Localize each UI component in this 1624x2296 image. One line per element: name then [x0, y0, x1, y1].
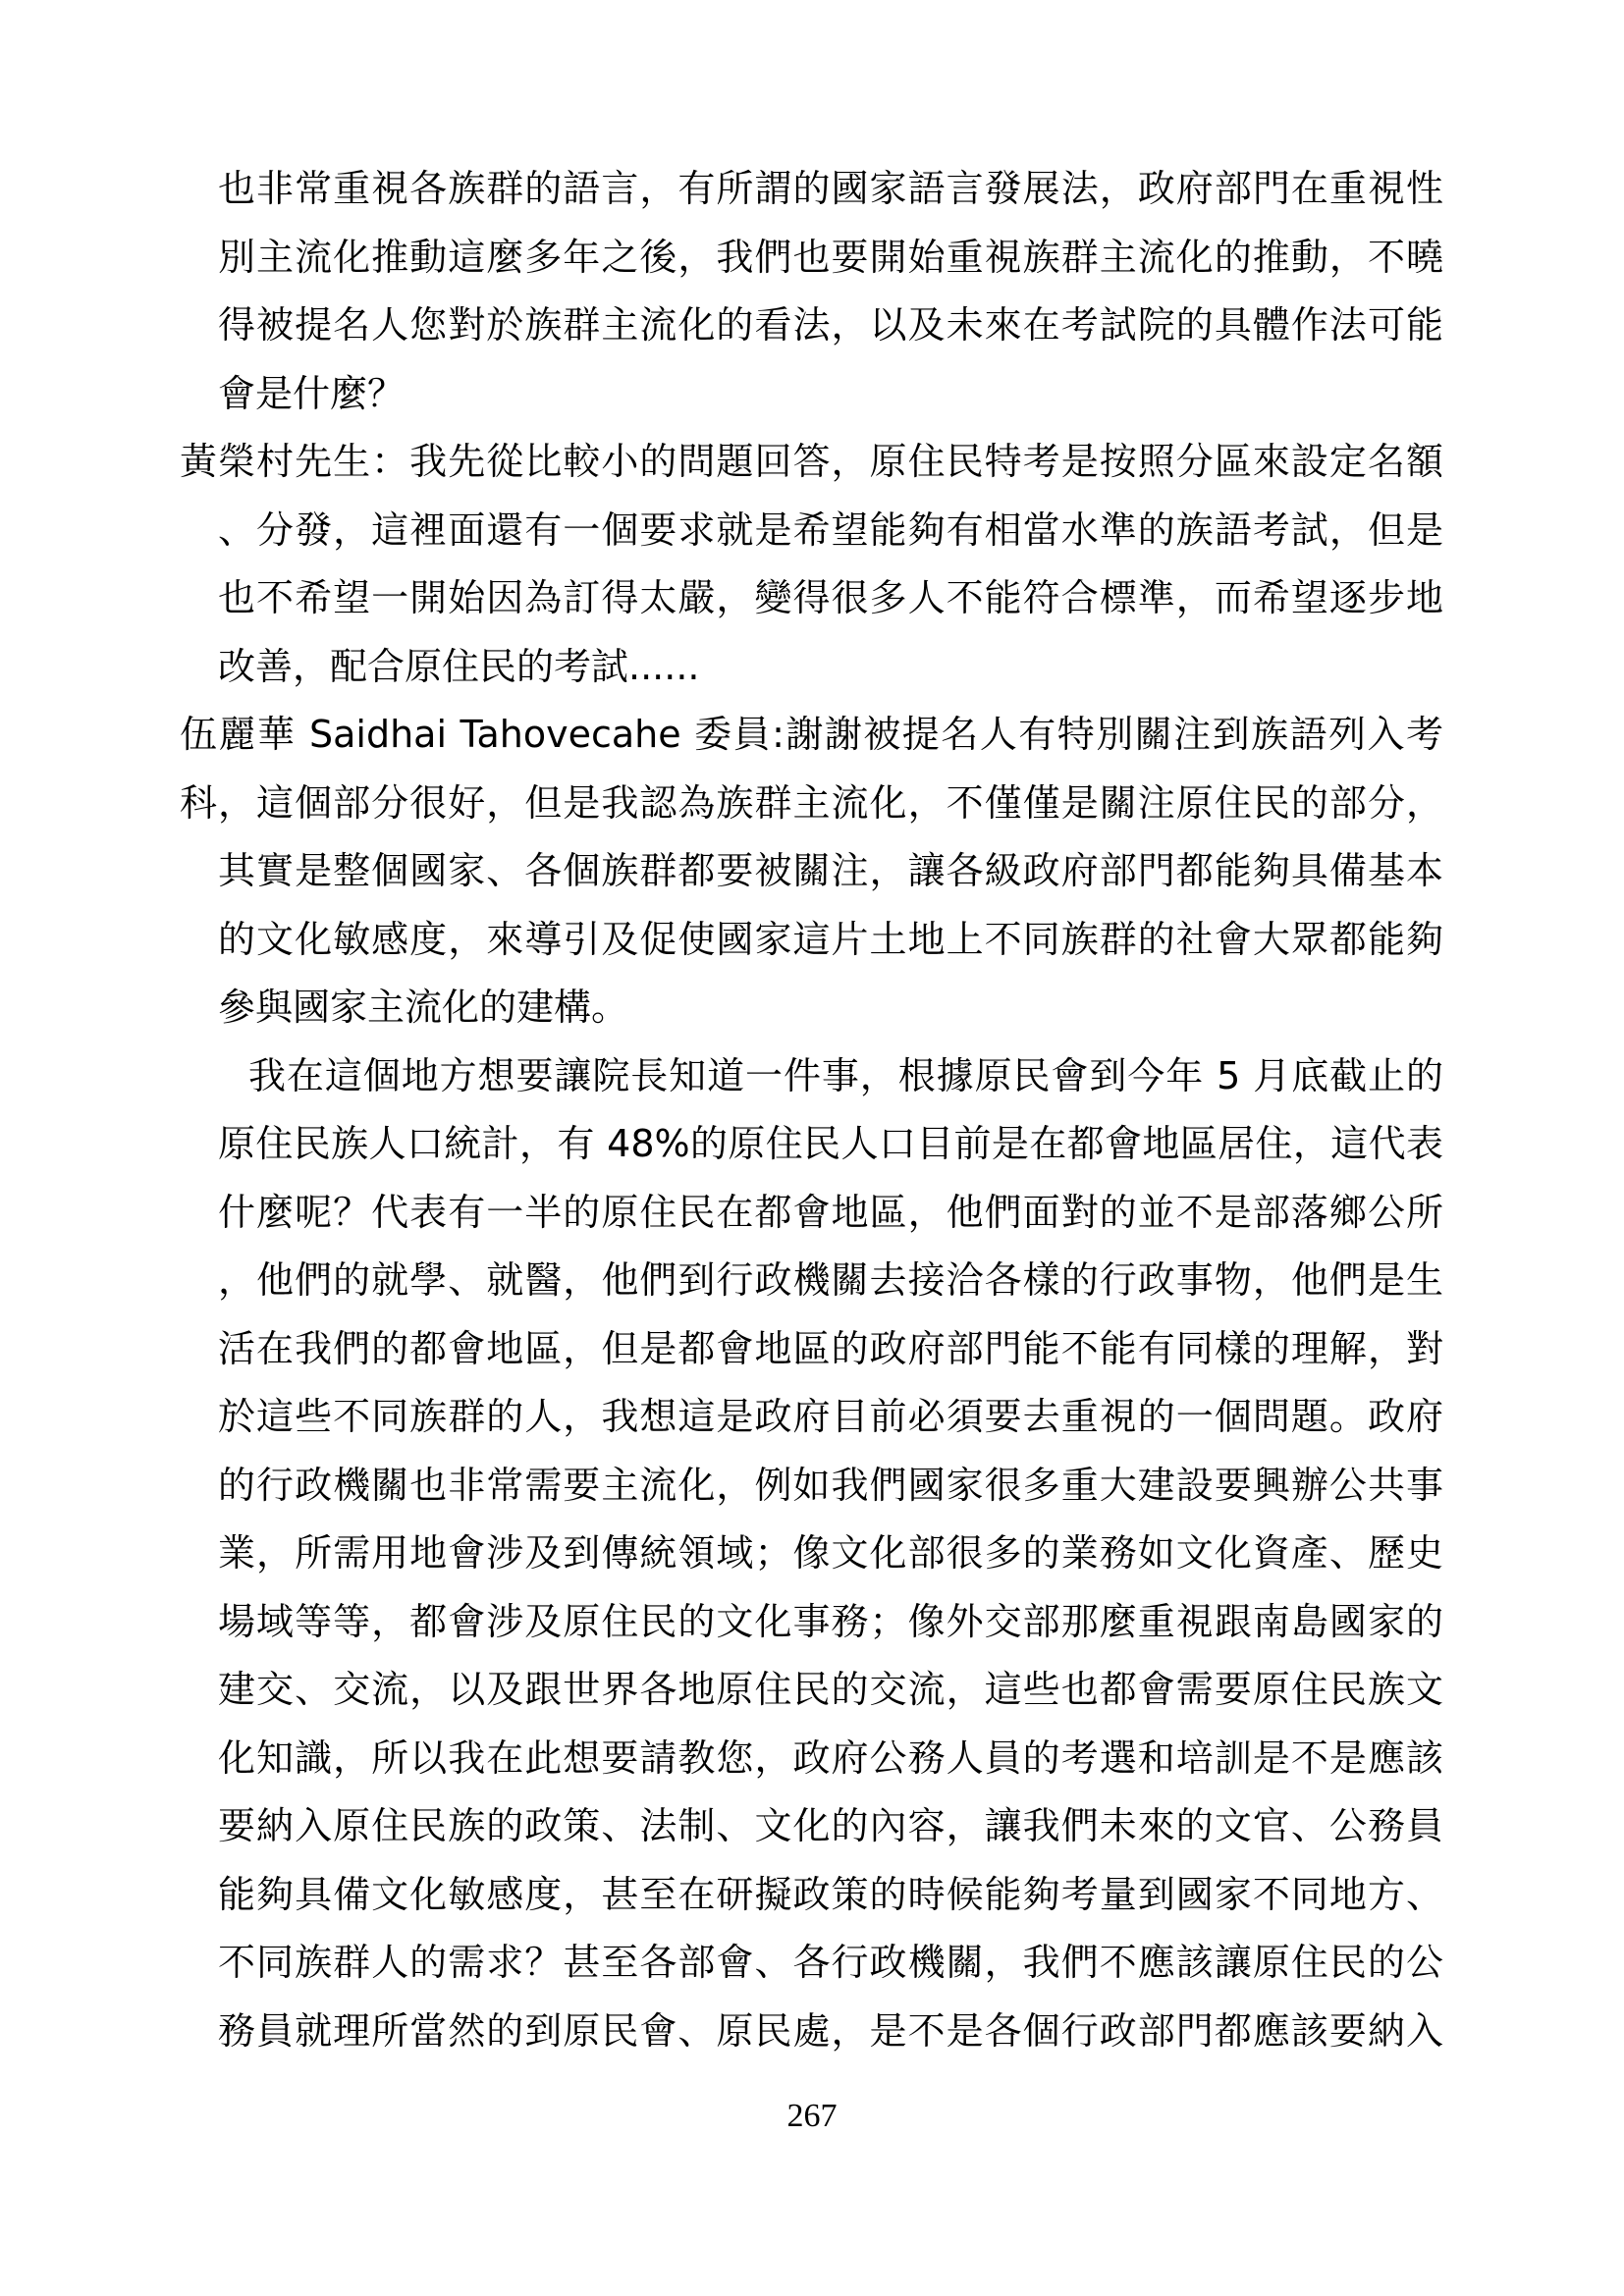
text-line: 其實是整個國家、各個族群都要被關注，讓各級政府部門都能夠具備基本 — [218, 849, 1443, 892]
transcript-text-block — [0, 155, 1624, 2065]
text-line: 伍麗華 Saidhai Tahovecahe 委員:謝謝被提名人有特別關注到族語列入考科 — [180, 713, 1443, 825]
text-line: 的行政機關也非常需要主流化，例如我們國家很多重大建設要興辦公共事 — [218, 1463, 1443, 1507]
text-line: ，他們的就學、就醫，他們到行政機關去接洽各樣的行政事物，他們是生 — [218, 1258, 1443, 1302]
text-line: 什麼呢？代表有一半的原住民在都會地區，他們面對的並不是部落鄉公所 — [218, 1190, 1443, 1234]
text-line: 不同族群人的需求？甚至各部會、各行政機關，我們不應該讓原住民的公 — [218, 1941, 1443, 1984]
text-line: ，這個部分很好，但是我認為族群主流化，不僅僅是關注原住民的部分， — [218, 780, 1443, 825]
text-line: 於這些不同族群的人，我想這是政府目前必須要去重視的一個問題。政府 — [218, 1395, 1443, 1438]
text-line: 務員就理所當然的到原民會、原民處，是不是各個行政部門都應該要納入 — [218, 2008, 1443, 2053]
text-line: 的文化敏感度，來導引及促使國家這片土地上不同族群的社會大眾都能夠 — [218, 917, 1443, 961]
text-line: 我在這個地方想要讓院長知道一件事，根據原民會到今年 5 月底截止的 — [248, 1053, 1443, 1097]
text-line: 別主流化推動這麼多年之後，我們也要開始重視族群主流化的推動，不曉 — [218, 235, 1443, 279]
text-line: 原住民族人口統計，有 48%的原住民人口目前是在都會地區居住，這代表 — [218, 1122, 1443, 1165]
text-line: 建交、交流，以及跟世界各地原住民的交流，這些也都會需要原住民族文 — [218, 1668, 1443, 1711]
text-line: 也不希望一開始因為訂得太嚴，變得很多人不能符合標準，而希望逐步地 — [218, 576, 1443, 619]
text-line: 場域等等，都會涉及原住民的文化事務；像外交部那麼重視跟南島國家的 — [218, 1599, 1443, 1643]
text-line: 黃榮村先生：我先從比較小的問題回答，原住民特考是按照分區來設定名額 — [180, 440, 1443, 483]
text-line: 參與國家主流化的建構。 — [218, 986, 629, 1029]
text-line: 改善，配合原住民的考試...... — [218, 644, 700, 688]
text-line: 也非常重視各族群的語言，有所謂的國家語言發展法，政府部門在重視性 — [218, 167, 1443, 210]
text-line: 能夠具備文化敏感度，甚至在研擬政策的時候能夠考量到國家不同地方、 — [218, 1872, 1443, 1916]
text-line: 要納入原住民族的政策、法制、文化的內容，讓我們未來的文官、公務員 — [218, 1804, 1443, 1847]
text-line: 活在我們的都會地區，但是都會地區的政府部門能不能有同樣的理解，對 — [218, 1326, 1443, 1370]
text-line: 化知識，所以我在此想要請教您，政府公務人員的考選和培訓是不是應該 — [218, 1735, 1443, 1780]
text-line: 、分發，這裡面還有一個要求就是希望能夠有相當水準的族語考試，但是 — [218, 507, 1443, 552]
text-line: 會是什麼？ — [218, 371, 406, 415]
text-line: 得被提名人您對於族群主流化的看法，以及未來在考試院的具體作法可能 — [218, 303, 1443, 347]
page-number: 267 — [786, 2098, 838, 2134]
text-line: 業，所需用地會涉及到傳統領域；像文化部很多的業務如文化資產、歷史 — [218, 1531, 1443, 1575]
